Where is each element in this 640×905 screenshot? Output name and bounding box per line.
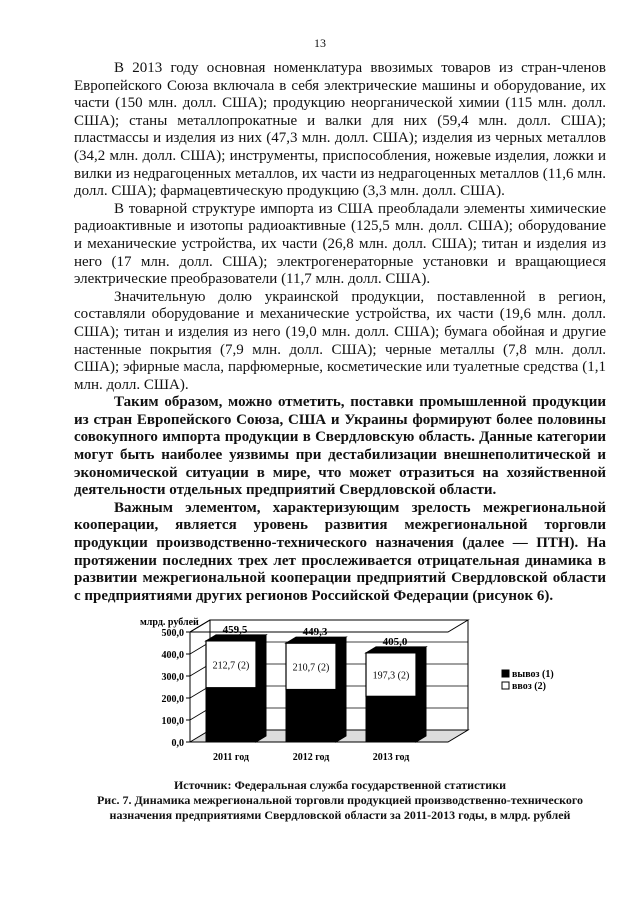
page-number: 13 xyxy=(314,36,326,50)
y-axis-label: млрд. рублей xyxy=(140,617,199,628)
paragraph-ukraine-imports: Значительную долю украинской продукции, поставленной в регион, составляли оборудование и механические устройства, их части (19,6 млн. долл. США); титан и изделия из него (19,0 млн. долл. США); бумага обойная и другие настенные покрытия (7,9 млн. долл. США); черные металлы (7,8 млн. долл. США); эфирные масла, парфюмерные, косметические или туалетные средства (1,1 млн. долл. США). xyxy=(74,288,606,393)
y-tick-label-4: 400,0 xyxy=(161,650,184,661)
bar-import-label-1: 210,7 (2) xyxy=(292,662,330,674)
bar-side-1 xyxy=(336,637,346,742)
figure-caption: Рис. 7. Динамика межрегиональной торговли продукцией производственно-технического назначения предприятиями Свердловской области за 2011-2013 годы, в млрд. рублей xyxy=(96,793,584,822)
y-tick-label-3: 300,0 xyxy=(161,672,184,683)
paragraph-interregional: Важным элементом, характеризующим зрелость межрегиональной кооперации, является уровень развития межрегиональной торговли продукции производственно-технического назначения (далее — ПТН). На протяжении последних трех лет прослеживается отрицательная динамика в развитии межрегиональной кооперации предприятий Свердловской области с предприятиями других регионов Российской Федерации (рисунок 6). xyxy=(74,499,606,604)
bar-import-label-2: 197,3 (2) xyxy=(372,670,410,682)
x-tick-label-2: 2013 год xyxy=(372,752,410,763)
legend-label-import: ввоз (2) xyxy=(512,681,546,692)
body-text xyxy=(74,60,606,605)
bar-export-0 xyxy=(206,688,256,742)
paragraph-conclusion: Таким образом, можно отметить, поставки промышленной продукции из стран Европейского Союза, США и Украины формируют более половины совокупного импорта продукции в Свердловскую область. Данные категории могут быть наиболее уязвимы при дестабилизации внешнеполитической и экономической ситуации в мире, что может отразиться на хозяйственной деятельности отдельных предприятий Свердловской области. xyxy=(74,394,606,499)
bars xyxy=(206,624,426,742)
x-tick-labels xyxy=(213,752,409,763)
legend-swatch-import xyxy=(502,682,509,689)
y-tick-label-2: 200,0 xyxy=(161,694,184,705)
bar-import-label-0: 212,7 (2) xyxy=(212,660,250,672)
y-tick-label-0: 0,0 xyxy=(171,738,184,749)
y-tick-labels xyxy=(162,628,185,749)
bar-export-1 xyxy=(286,690,336,742)
x-tick-label-1: 2012 год xyxy=(292,752,330,763)
bar-total-label-1: 449,3 xyxy=(302,626,328,639)
bar-total-label-2: 405,0 xyxy=(382,635,408,648)
legend-swatch-export xyxy=(502,670,509,677)
y-tick-label-5: 500,0 xyxy=(161,628,184,639)
legend-label-export: вывоз (1) xyxy=(512,669,554,680)
legend xyxy=(502,669,554,692)
chart-svg xyxy=(138,612,578,772)
y-tick-label-1: 100,0 xyxy=(161,716,184,727)
trade-chart xyxy=(138,612,578,777)
bar-side-2 xyxy=(416,647,426,742)
source-line: Источник: Федеральная служба государственной статистики xyxy=(173,778,507,792)
paragraph-eu-imports: В 2013 году основная номенклатура ввозимых товаров из стран-членов Европейского Союза включала в себя электрические машины и оборудование, их части (150 млн. долл. США); продукцию неорганической химии (115 млн. долл. США); станы металлопрокатные и валки для них (59,4 млн. долл. США); пластмассы и изделия из них (47,3 млн. долл. США); изделия из черных металлов (34,2 млн. долл. США); инструменты, приспособления, ножевые изделия, ложки и вилки из недрагоценных металлов, их части из недрагоценных металлов (11,6 млн. долл. США); фармацевтическую продукцию (3,3 млн. долл. США). xyxy=(74,60,606,200)
bar-side-0 xyxy=(256,635,266,742)
bar-total-label-0: 459,5 xyxy=(222,623,248,636)
x-tick-label-0: 2011 год xyxy=(212,752,250,763)
paragraph-us-imports: В товарной структуре импорта из США преобладали элементы химические радиоактивные и изотопы радиоактивные (125,5 млн. долл. США); оборудование и механические устройства, их части (26,8 млн. долл. США); титан и изделия из него (17 млн. долл. США); электрогенераторные установки и вращающиеся электрические преобразователи (11,7 млн. долл. США). xyxy=(74,200,606,288)
figure-caption-block xyxy=(70,778,610,823)
bar-export-2 xyxy=(366,696,416,742)
